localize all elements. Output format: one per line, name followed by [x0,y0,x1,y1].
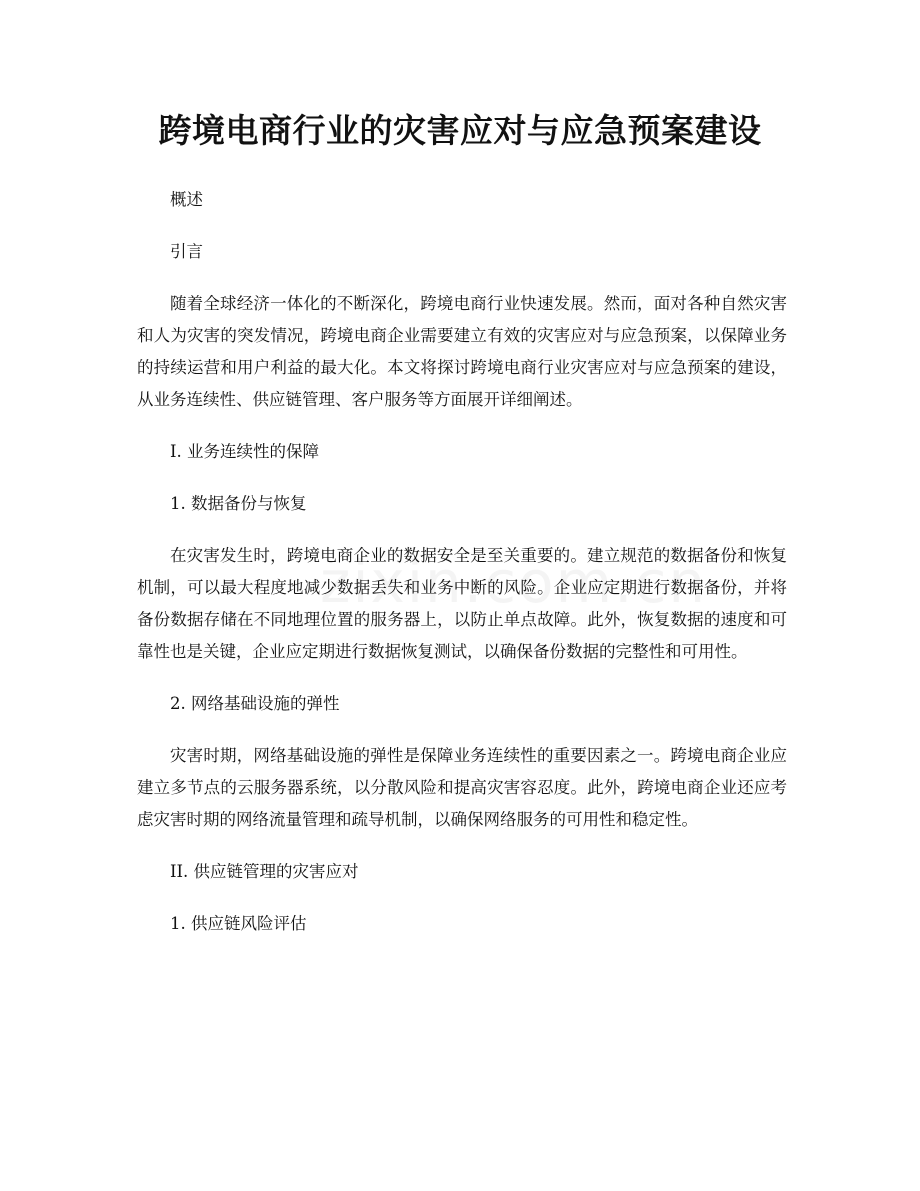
subsection-heading-risk-assessment: 1. 供应链风险评估 [170,914,307,933]
page-title: 跨境电商行业的灾害应对与应急预案建设 [158,111,762,150]
paragraph-network-resilience: 灾害时期，网络基础设施的弹性是保障业务连续性的重要因素之一。跨境电商企业应建立多节点的云服务器系统，以分散风险和提高灾害容忍度。此外，跨境电商企业还应考虑灾害时期的网络流量管理和疏导机制，以确保网络服务的可用性和稳定性。 [137,746,787,829]
subsection-heading-network-resilience: 2. 网络基础设施的弹性 [170,694,340,713]
document-body [137,184,787,960]
section-heading-supply-chain: II. 供应链管理的灾害应对 [170,862,359,881]
section-heading-overview: 概述 [170,190,203,209]
section-heading-introduction: 引言 [170,242,203,261]
paragraph-data-backup: 在灾害发生时，跨境电商企业的数据安全是至关重要的。建立规范的数据备份和恢复机制，可以最大程度地减少数据丢失和业务中断的风险。企业应定期进行数据备份，并将备份数据存储在不同地理位置的服务器上，以防止单点故障。此外，恢复数据的速度和可靠性也是关键，企业应定期进行数据恢复测试，以确保备份数据的完整性和可用性。 [137,546,787,661]
paragraph-introduction: 随着全球经济一体化的不断深化，跨境电商行业快速发展。然而，面对各种自然灾害和人为灾害的突发情况，跨境电商企业需要建立有效的灾害应对与应急预案，以保障业务的持续运营和用户利益的最大化。本文将探讨跨境电商行业灾害应对与应急预案的建设，从业务连续性、供应链管理、客户服务等方面展开详细阐述。 [137,294,787,409]
section-heading-business-continuity: I. 业务连续性的保障 [170,442,320,461]
subsection-heading-data-backup: 1. 数据备份与恢复 [170,494,307,513]
